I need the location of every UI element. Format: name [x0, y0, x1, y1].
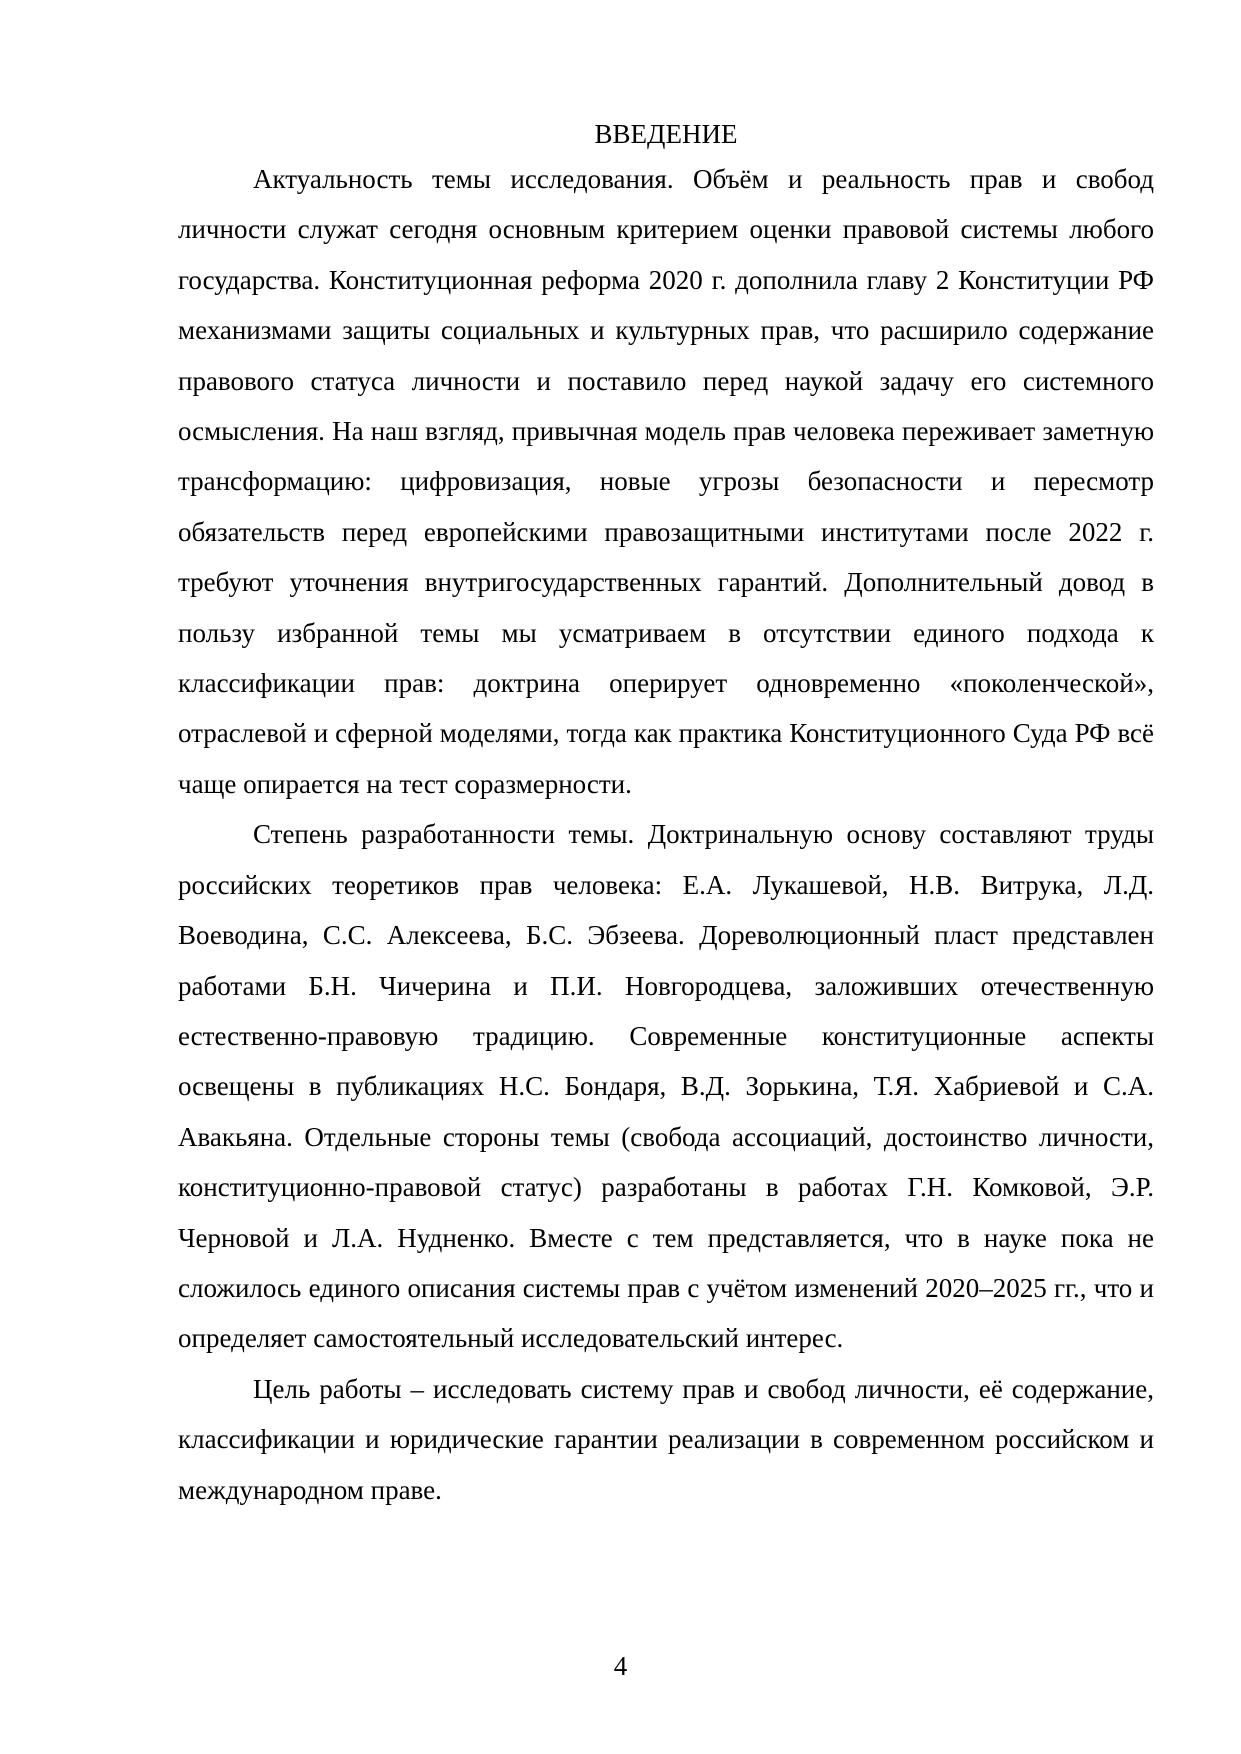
paragraph-goal: Цель работы – исследовать систему прав и свобод личности, её содержание, классификации и юридические гарантии реализации в современном российском и международном праве.: [178, 1373, 1154, 1505]
paragraph-research-degree: Степень разработанности темы. Доктринальную основу составляют труды российских теоретиков прав человека: Е.А. Лукашевой, Н.В. Витрука, Л.Д. Воеводина, С.С. Алексеева, Б.С. Эбзеева. Дореволюционный пласт представлен работами Б.Н. Чичерина и П.И. Новгородцева, заложивших отечественную естественно-правовую традицию. Современные конституционные аспекты освещены в публикациях Н.С. Бондаря, В.Д. Зорькина, Т.Я. Хабриевой и С.А. Авакьяна. Отдельные стороны темы (свобода ассоциаций, достоинство личности, конституционно-правовой статус) разработаны в работах Г.Н. Комковой, Э.Р. Черновой и Л.А. Нудненко. Вместе с тем представляется, что в науке пока не сложилось единого описания системы прав с учётом изменений 2020–2025 гг., что и определяет самостоятельный исследовательский интерес.: [178, 819, 1154, 1354]
page-content: [178, 118, 1154, 1515]
paragraph-relevance: Актуальность темы исследования. Объём и реальность прав и свобод личности служат сегодня основным критерием оценки правовой системы любого государства. Конституционная реформа 2020 г. дополнила главу 2 Конституции РФ механизмами защиты социальных и культурных прав, что расширило содержание правового статуса личности и поставило перед наукой задачу его системного осмысления. На наш взгляд, привычная модель прав человека переживает заметную трансформацию: цифровизация, новые угрозы безопасности и пересмотр обязательств перед европейскими правозащитными институтами после 2022 г. требуют уточнения внутригосударственных гарантий. Дополнительный довод в пользу избранной темы мы усматриваем в отсутствии единого подхода к классификации прав: доктрина оперирует одновременно «поколенческой», отраслевой и сферной моделями, тогда как практика Конституционного Суда РФ всё чаще опирается на тест соразмерности.: [178, 164, 1154, 799]
page-number: 4: [613, 1651, 628, 1681]
section-heading: ВВЕДЕНИЕ: [594, 119, 738, 149]
